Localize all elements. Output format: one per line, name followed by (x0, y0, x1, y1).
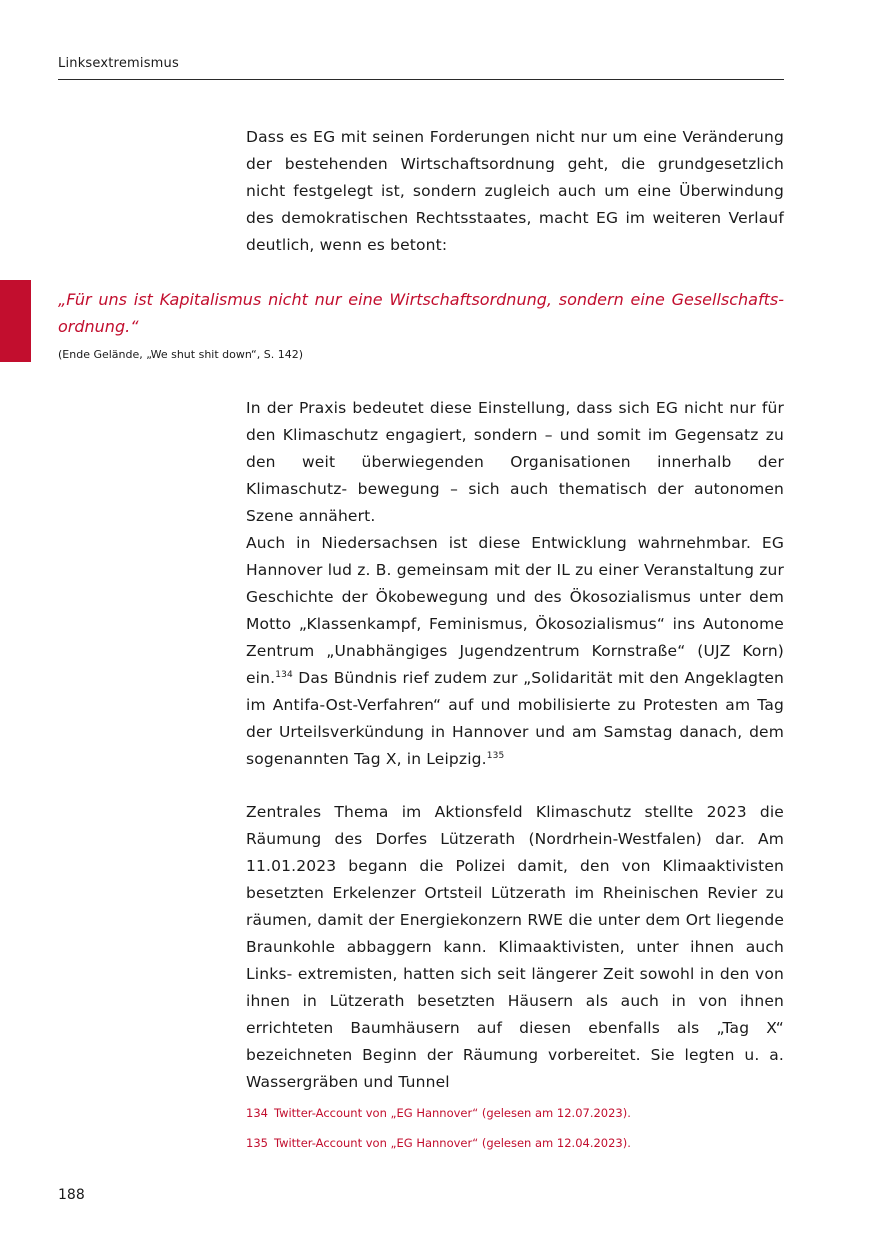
page-number: 188 (58, 1187, 85, 1203)
pull-quote: „Für uns ist Kapitalismus nicht nur eine Wirtschaftsordnung, sondern eine Gesellschafts- ordnung.“ (58, 290, 784, 336)
header-rule (58, 79, 784, 80)
running-head-title: Linksextremismus (58, 56, 179, 71)
paragraph-3-text-b: Das Bündnis rief zudem zur „Solidarität mit den Angeklagten im Antifa-Ost-Verfahren“ auf und mobilisierte zu Protesten am Tag der Urteilsverkündung in Hannover und am Samstag danach, dem sogenannten Tag X, in Leipzig. (246, 669, 784, 768)
footnote-text: Twitter-Account von „EG Hannover“ (gelesen am 12.04.2023). (273, 1136, 631, 1150)
quote-source: (Ende Gelände, „We shut shit down“, S. 142) (58, 348, 303, 361)
body-paragraph-2: In der Praxis bedeutet diese Einstellung, dass sich EG nicht nur für den Klimaschutz engagiert, sondern – und somit im Gegensatz zu den weit überwiegenden Organisationen innerhalb der Klimaschutz- bewegung – sich auch thematisch der autonomen Szene annähert. (246, 399, 784, 525)
body-paragraph-1: Dass es EG mit seinen Forderungen nicht nur um eine Veränderung der bestehenden Wirtschaftsordnung geht, die grundgesetzlich nicht festgelegt ist, sondern zugleich auch um eine Überwindung des demokratischen Rechtsstaates, macht EG im weiteren Verlauf deutlich, wenn es betont: (246, 128, 784, 254)
footnote-number: 134 (246, 1106, 268, 1120)
footnote-ref-134[interactable]: 134 (275, 669, 293, 680)
footnote-text: Twitter-Account von „EG Hannover“ (gelesen am 12.07.2023). (273, 1106, 631, 1120)
quote-marker-bar (0, 280, 31, 362)
body-paragraph-3 (246, 530, 784, 773)
footnote-ref-135[interactable]: 135 (486, 750, 505, 761)
footnote-number: 135 (246, 1136, 268, 1150)
footnote-134 (246, 1106, 631, 1120)
footnote-135 (246, 1136, 631, 1150)
body-paragraph-4: Zentrales Thema im Aktionsfeld Klimaschutz stellte 2023 die Räumung des Dorfes Lützerath (Nordrhein-Westfalen) dar. Am 11.01.2023 begann die Polizei damit, den von Klimaaktivisten besetzten Erkelenzer Ortsteil Lützerath im Rheinischen Revier zu räumen, damit der Energiekonzern RWE die unter dem Ort liegende Braunkohle abbaggern kann. Klimaaktivisten, unter ihnen auch Links- extremisten, hatten sich seit längerer Zeit sowohl in den von ihnen in Lützerath besetzten Häusern als auch in von ihnen errichteten Baumhäusern auf diesen ebenfalls als „Tag X“ bezeichneten Beginn der Räumung vorbereitet. Sie legten u. a. Wassergräben und Tunnel (246, 803, 784, 1091)
paragraph-3-text-a: Auch in Niedersachsen ist diese Entwicklung wahrnehmbar. EG Hannover lud z. B. gemeinsam mit der IL zu einer Veranstaltung zur Geschichte der Ökobewegung und des Ökosozialismus unter dem Motto „Klassenkampf, Feminismus, Ökosozialismus“ ins Autonome Zentrum „Unabhängiges Jugendzentrum Kornstraße“ (UJZ Korn) ein. (246, 534, 784, 687)
